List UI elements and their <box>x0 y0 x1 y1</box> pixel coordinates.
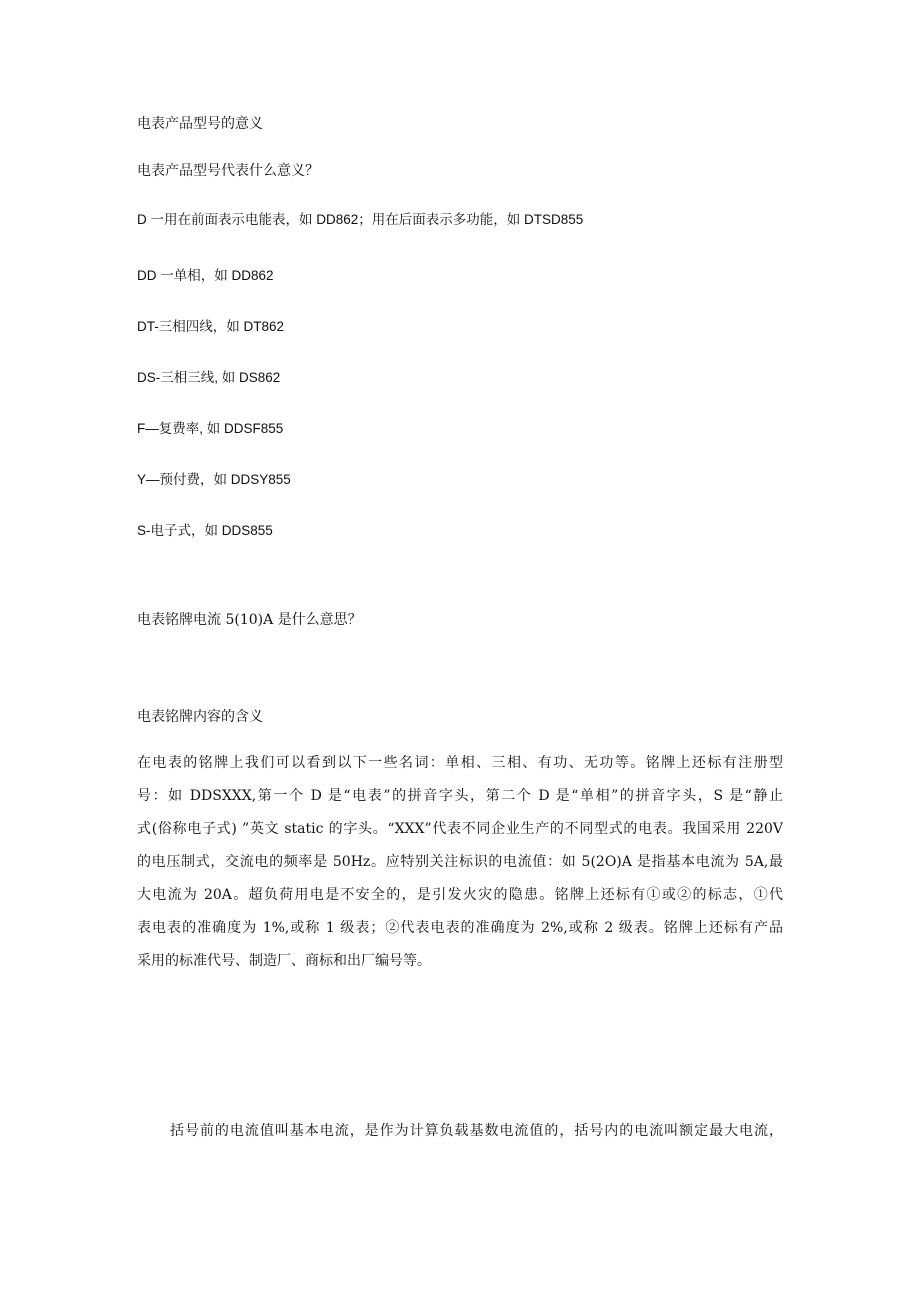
question-heading: 电表铭牌电流 5(10)A 是什么意思？ <box>137 612 362 628</box>
paragraph-line: 号：如 DDSXXX,第一个 D 是“电表”的拼音字头，第二个 D 是“单相”的拼音字头，S 是“静止 <box>137 788 783 804</box>
section-title: 电表铭牌内容的含义 <box>137 709 263 725</box>
paragraph-line: 的电压制式，交流电的频率是 50Hz。应特别关注标识的电流值：如 5(2O)A 是指基本电流为 5A,最 <box>137 854 783 870</box>
code-line-d: D 一用在前面表示电能表，如 DD862；用在后面表示多功能，如 DTSD855 <box>137 212 584 227</box>
code-line-dd: DD 一单相，如 DD862 <box>137 268 274 283</box>
paragraph-line: 表电表的准确度为 1%,或称 1 级表；②代表电表的准确度为 2%,或称 2 级表。铭牌上还标有产品 <box>137 920 783 936</box>
subheading-model-meaning: 电表产品型号代表什么意义？ <box>137 163 319 179</box>
paragraph-line: 在电表的铭牌上我们可以看到以下一些名词：单相、三相、有功、无功等。铭牌上还标有注册型 <box>137 755 783 771</box>
paragraph-line: 大电流为 20A。超负荷用电是不安全的，是引发火灾的隐患。铭牌上还标有①或②的标志，①代 <box>137 887 783 903</box>
code-line-dt: DT-三相四线，如 DT862 <box>137 319 285 334</box>
code-line-ds: DS-三相三线, 如 DS862 <box>137 370 281 385</box>
base-current-paragraph: 括号前的电流值叫基本电流，是作为计算负载基数电流值的，括号内的电流叫额定最大电流， <box>170 1123 783 1139</box>
paragraph-line: 采用的标准代号、制造厂、商标和出厂编号等。 <box>137 953 431 969</box>
paragraph-line: 式(俗称电子式) ”英文 static 的字头。“XXX”代表不同企业生产的不同型式的电表。我国采用 220V <box>137 821 783 837</box>
code-line-f: F—复费率, 如 DDSF855 <box>137 421 284 436</box>
code-line-y: Y—预付费，如 DDSY855 <box>137 472 291 487</box>
page-title: 电表产品型号的意义 <box>137 116 263 132</box>
code-line-s: S-电子式，如 DDS855 <box>137 523 273 538</box>
nameplate-paragraph <box>137 752 783 983</box>
